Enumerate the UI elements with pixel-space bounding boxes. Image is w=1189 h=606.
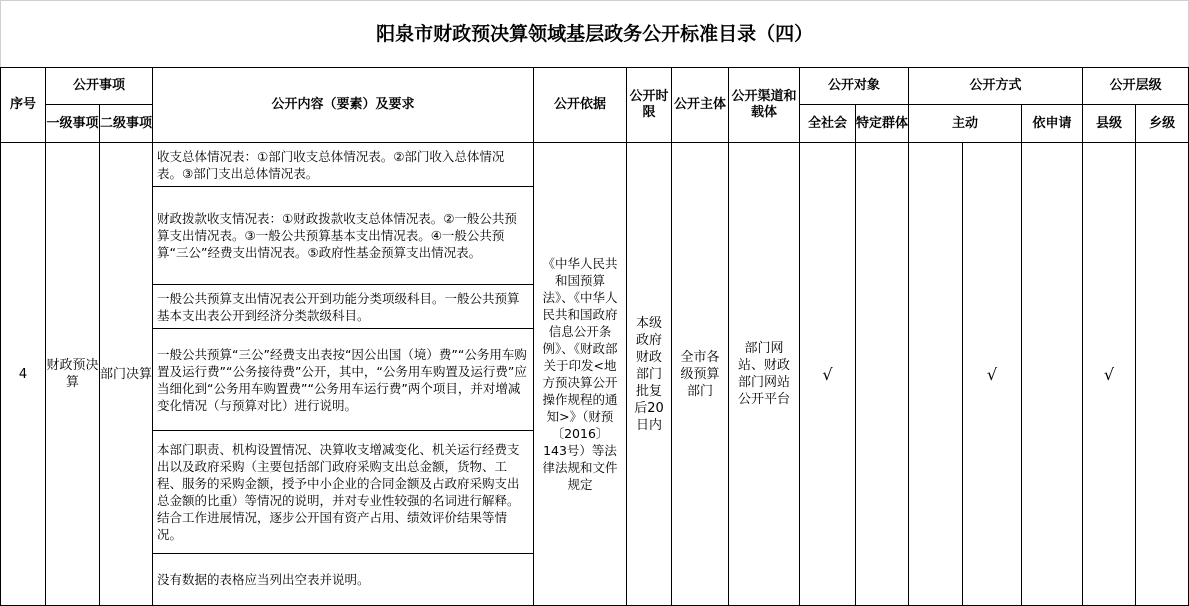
header-level1: 一级事项 (46, 105, 100, 143)
header-matter: 公开事项 (46, 68, 153, 105)
header-level: 公开层级 (1083, 68, 1189, 105)
header-level2: 二级事项 (100, 105, 153, 143)
header-object-specific: 特定群体 (856, 105, 909, 143)
header-method-apply: 依申请 (1022, 105, 1083, 143)
content-item: 一般公共预算“三公”经费支出表按“因公出国（境）费”“公务用车购置及运行费”“公务接待费”公开，其中，“公务用车购置及运行费”应当细化到“公务用车购置费”“公务用车运行费”两个项目，并对增减变化情况（与预算对比）进行说明。 (153, 329, 534, 431)
page-title: 阳泉市财政预决算领域基层政务公开标准目录（四） (1, 1, 1189, 68)
header-object-all: 全社会 (800, 105, 856, 143)
header-method: 公开方式 (909, 68, 1083, 105)
cell-method-extra (909, 143, 963, 606)
cell-object-specific (856, 143, 909, 606)
cell-channel: 部门网站、财政部门网站公开平台 (729, 143, 800, 606)
cell-level-county: √ (1083, 143, 1136, 606)
header-subject: 公开主体 (672, 68, 729, 143)
header-content: 公开内容（要素）及要求 (153, 68, 534, 143)
header-time-limit: 公开时限 (627, 68, 672, 143)
cell-subject: 全市各级预算部门 (672, 143, 729, 606)
header-level-township: 乡级 (1136, 105, 1189, 143)
header-method-active: 主动 (909, 105, 1022, 143)
content-item: 一般公共预算支出情况表公开到功能分类项级科目。一般公共预算基本支出表公开到经济分类款级科目。 (153, 285, 534, 329)
cell-level2: 部门决算 (100, 143, 153, 606)
header-basis: 公开依据 (534, 68, 627, 143)
header-object: 公开对象 (800, 68, 909, 105)
cell-time-limit: 本级政府财政部门批复后20日内 (627, 143, 672, 606)
header-level-county: 县级 (1083, 105, 1136, 143)
content-item: 收支总体情况表：①部门收支总体情况表。②部门收入总体情况表。③部门支出总体情况表。 (153, 143, 534, 187)
content-item: 财政拨款收支情况表：①财政拨款收支总体情况表。②一般公共预算支出情况表。③一般公共预算基本支出情况表。④一般公共预算“三公”经费支出情况表。⑤政府性基金预算支出情况表。 (153, 187, 534, 285)
cell-method-apply (1022, 143, 1083, 606)
cell-basis: 《中华人民共和国预算法》、《中华人民共和国政府信息公开条例》、《财政部关于印发<地方预决算公开操作规程的通知>》（财预〔2016〕143号）等法律法规和文件规定 (534, 143, 627, 606)
cell-method-active: √ (963, 143, 1022, 606)
cell-seq: 4 (1, 143, 46, 606)
cell-level-township (1136, 143, 1189, 606)
cell-level1: 财政预决算 (46, 143, 100, 606)
content-item: 本部门职责、机构设置情况、决算收支增减变化、机关运行经费支出以及政府采购（主要包括部门政府采购支出总金额，货物、工程、服务的采购金额，授予中小企业的合同金额及占政府采购支出总金额的比重）等情况的说明，并对专业性较强的名词进行解释。结合工作进展情况，逐步公开国有资产占用、绩效评价结果等情况。 (153, 431, 534, 554)
header-channel: 公开渠道和载体 (729, 68, 800, 143)
cell-object-all: √ (800, 143, 856, 606)
header-seq: 序号 (1, 68, 46, 143)
content-item: 没有数据的表格应当列出空表并说明。 (153, 554, 534, 606)
